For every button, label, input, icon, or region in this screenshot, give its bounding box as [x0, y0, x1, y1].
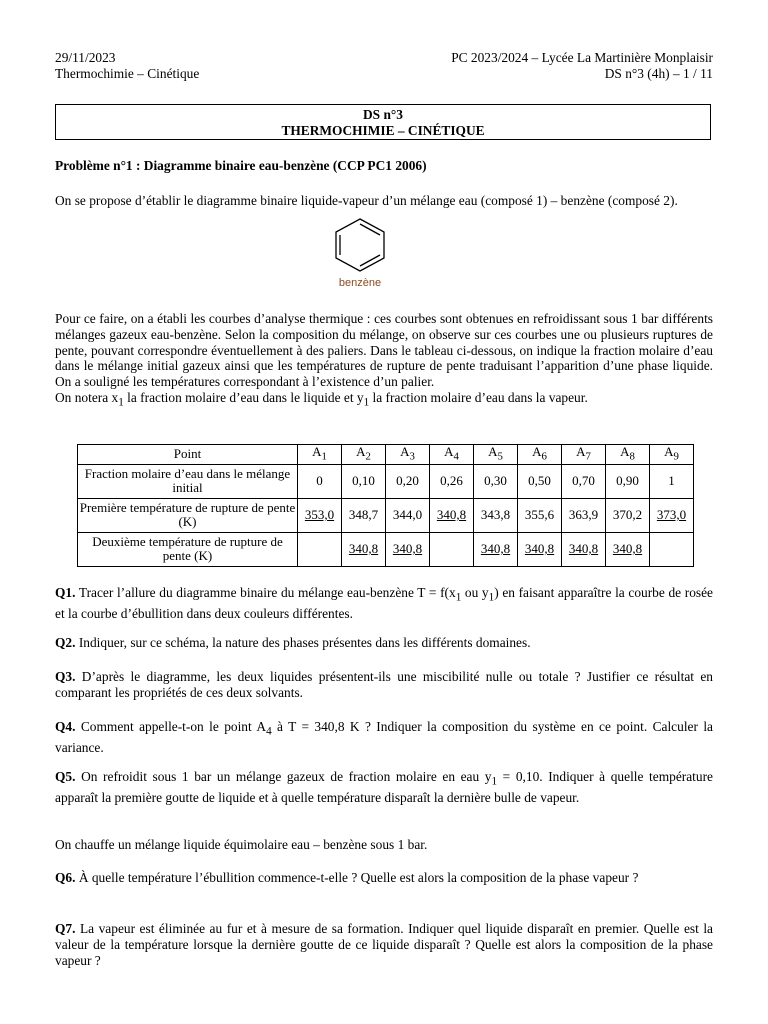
question-5-text-b: = 0,10. Indiquer à quelle température apparaît la première goutte de liquide et à quelle température disparaît la dernière bulle de vapeur.	[55, 769, 713, 806]
notation-part-1: On notera x	[55, 389, 119, 405]
table-cell: 340,8	[386, 532, 430, 566]
table-cell	[650, 532, 694, 566]
question-7-text: La vapeur est éliminée au fur et à mesure de sa formation. Indiquer quel liquide disparaît en premier. Quelle est la valeur de la température lorsque la dernière goutte de ce liquide disparaît ? Quelle est alors la composition de la phase vapeur ?	[55, 921, 713, 968]
table-cell: 353,0	[298, 498, 342, 532]
table-cell: 340,8	[342, 532, 386, 566]
table-header-label: Point	[78, 445, 298, 465]
question-1-text-a: Tracer l’allure du diagramme binaire du mélange eau-benzène T = f(x	[75, 585, 456, 600]
table-cell: 343,8	[474, 498, 518, 532]
question-5-sub: 1	[491, 775, 498, 788]
table-cell: 0,10	[342, 464, 386, 498]
table-cell: 0,26	[430, 464, 474, 498]
question-5-label: Q5.	[55, 769, 76, 784]
row-label: Deuxième température de rupture de pente (K)	[78, 532, 298, 566]
problem-title: Problème n°1 : Diagramme binaire eau-benzène (CCP PC1 2006)	[55, 158, 427, 173]
header-subject: Thermochimie – Cinétique	[55, 65, 200, 81]
point-header: $A_2$	[342, 445, 386, 465]
point-header: $A_3$	[386, 445, 430, 465]
row-label: Fraction molaire d’eau dans le mélange initial	[78, 464, 298, 498]
table-cell: 0,90	[606, 464, 650, 498]
table-cell	[430, 532, 474, 566]
question-2-text: Indiquer, sur ce schéma, la nature des phases présentes dans les différents domaines.	[75, 635, 531, 650]
analysis-text: Pour ce faire, on a établi les courbes d’analyse thermique : ces courbes sont obtenues en refroidissant sous 1 bar différents mélanges gazeux eau-benzène. Selon la composition du mélange, on observe sur ces courbes une ou plusieurs ruptures de pente, pouvant correspondre éventuellement à des paliers. Dans le tableau ci-dessous, on indique la fraction molaire d’eau dans le mélange initial gazeux ainsi que les températures de rupture de pente traduisant l’apparition d’une phase liquide. On a souligné les températures correspondant à l’existence d’un palier.	[55, 311, 713, 390]
table-cell: 340,8	[562, 532, 606, 566]
benzene-figure	[327, 216, 393, 292]
question-5-text-a: On refroidit sous 1 bar un mélange gazeux de fraction molaire en eau y	[75, 769, 492, 784]
question-4-sub: 4	[266, 725, 272, 738]
point-header: $A_4$	[430, 445, 474, 465]
point-header: $A_9$	[650, 445, 694, 465]
question-1	[55, 585, 713, 622]
title-box	[55, 104, 711, 140]
header-school: PC 2023/2024 – Lycée La Martinière Monplaisir	[451, 50, 713, 65]
point-header: $A_5$	[474, 445, 518, 465]
question-4	[55, 719, 713, 756]
table-cell: 340,8	[430, 498, 474, 532]
title-line-2: THERMOCHIMIE – CINÉTIQUE	[281, 122, 485, 138]
table-cell: 348,7	[342, 498, 386, 532]
question-1-sub-x: 1	[455, 591, 462, 604]
table-cell: 340,8	[518, 532, 562, 566]
data-table	[77, 444, 694, 567]
intro-paragraph: On se propose d’établir le diagramme binaire liquide-vapeur d’un mélange eau (composé 1) – benzène (composé 2).	[55, 193, 678, 208]
table-cell: 340,8	[606, 532, 650, 566]
question-6-label: Q6.	[55, 870, 76, 885]
table-cell: 0,50	[518, 464, 562, 498]
point-header: $A_6$	[518, 445, 562, 465]
table-cell: 0	[298, 464, 342, 498]
question-7	[55, 921, 713, 968]
question-2	[55, 635, 713, 651]
question-1-text-c: ) en faisant apparaître la courbe de rosée et la courbe d’ébullition dans deux couleurs différentes.	[55, 585, 713, 622]
table-row-second-temp	[78, 532, 694, 566]
table-row-first-temp	[78, 498, 694, 532]
table-cell: 0,70	[562, 464, 606, 498]
table-header-row	[78, 445, 694, 465]
heating-statement: On chauffe un mélange liquide équimolaire eau – benzène sous 1 bar.	[55, 837, 428, 852]
benzene-ring-icon	[327, 216, 393, 274]
point-header: $A_7$	[562, 445, 606, 465]
row-label: Première température de rupture de pente (K)	[78, 498, 298, 532]
notation-part-2: la fraction molaire d’eau dans le liquide et y	[123, 389, 364, 405]
question-4-text-b: à T = 340,8 K ? Indiquer la composition du système en ce point. Calculer la variance.	[55, 719, 714, 756]
question-2-label: Q2.	[55, 635, 76, 650]
question-3-label: Q3.	[55, 669, 76, 684]
header-right	[451, 50, 713, 82]
question-4-label: Q4.	[55, 719, 76, 734]
point-header: $A_1$	[298, 445, 342, 465]
question-4-text-a: Comment appelle-t-on le point A	[75, 719, 267, 734]
title-line-1: DS n°3	[363, 107, 403, 122]
header-date: 29/11/2023	[55, 50, 116, 65]
table-cell: 0,20	[386, 464, 430, 498]
table-cell: 363,9	[562, 498, 606, 532]
table-cell: 370,2	[606, 498, 650, 532]
analysis-paragraph	[55, 311, 713, 411]
notation-sub-x: 1	[118, 396, 124, 409]
table-cell: 355,6	[518, 498, 562, 532]
question-3	[55, 669, 713, 701]
notation-line	[55, 389, 588, 409]
notation-part-3: la fraction molaire d’eau dans la vapeur.	[369, 389, 588, 405]
table-cell	[298, 532, 342, 566]
table-cell: 340,8	[474, 532, 518, 566]
question-7-label: Q7.	[55, 921, 76, 936]
benzene-label: benzène	[338, 276, 382, 289]
question-1-label: Q1.	[55, 585, 76, 600]
table-cell: 344,0	[386, 498, 430, 532]
question-5	[55, 769, 713, 806]
header-page-info: DS n°3 (4h) – 1 / 11	[604, 65, 713, 81]
question-6-text: À quelle température l’ébullition commence-t-elle ? Quelle est alors la composition de la phase vapeur ?	[75, 870, 639, 885]
question-1-sub-y: 1	[488, 591, 495, 604]
table-cell: 1	[650, 464, 694, 498]
header-left	[55, 50, 199, 82]
question-3-text: D’après le diagramme, les deux liquides présentent-ils une miscibilité nulle ou totale ? Justifier ce résultat en comparant les propriétés de ces deux solvants.	[55, 669, 713, 700]
question-6	[55, 870, 713, 886]
table-row-fraction	[78, 464, 694, 498]
point-header: $A_8$	[606, 445, 650, 465]
question-1-text-b: ou y	[461, 585, 489, 600]
notation-sub-y: 1	[363, 396, 370, 409]
table-cell: 0,30	[474, 464, 518, 498]
table-cell: 373,0	[650, 498, 694, 532]
